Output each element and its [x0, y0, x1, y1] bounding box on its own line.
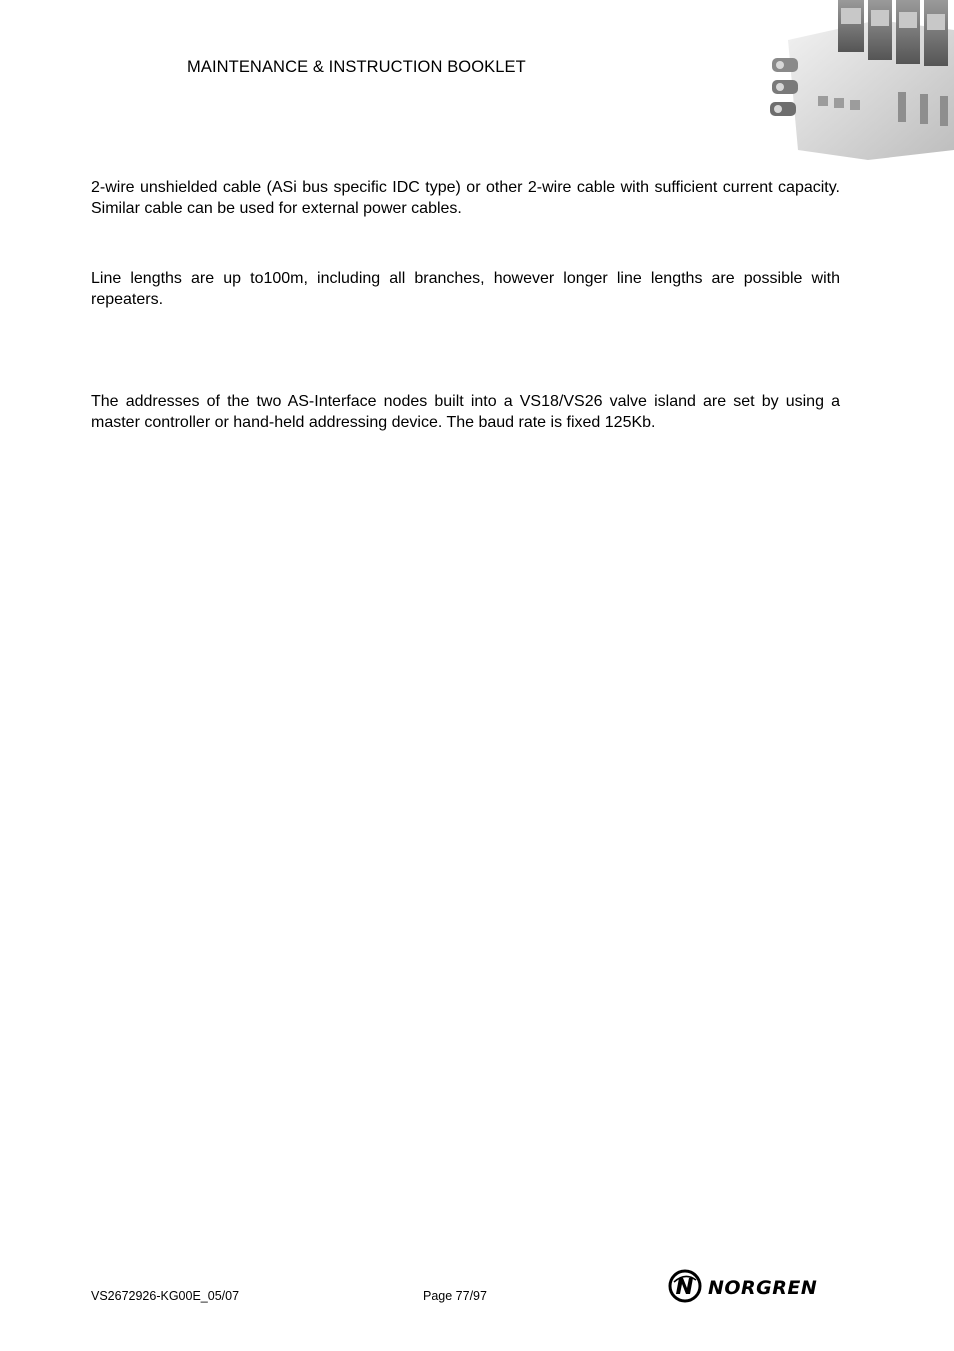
norgren-logo-icon: [668, 1268, 844, 1304]
logo-text: NORGREN: [708, 1277, 818, 1299]
footer-page-number: Page 77/97: [423, 1289, 487, 1303]
paragraph-line-lengths: Line lengths are up to100m, including all branches, however longer line lengths are possible with repeaters.: [91, 270, 840, 308]
page-header-title: MAINTENANCE & INSTRUCTION BOOKLET: [187, 58, 526, 76]
paragraph-cable: 2-wire unshielded cable (ASi bus specific IDC type) or other 2-wire cable with sufficient current capacity. Similar cable can be used for external power cables.: [91, 179, 840, 217]
paragraph-addressing: The addresses of the two AS-Interface nodes built into a VS18/VS26 valve island are set by using a master controller or hand-held addressing device. The baud rate is fixed 125Kb.: [91, 393, 840, 431]
valve-island-image: [758, 0, 954, 162]
footer-doc-code: VS2672926-KG00E_05/07: [91, 1289, 240, 1303]
